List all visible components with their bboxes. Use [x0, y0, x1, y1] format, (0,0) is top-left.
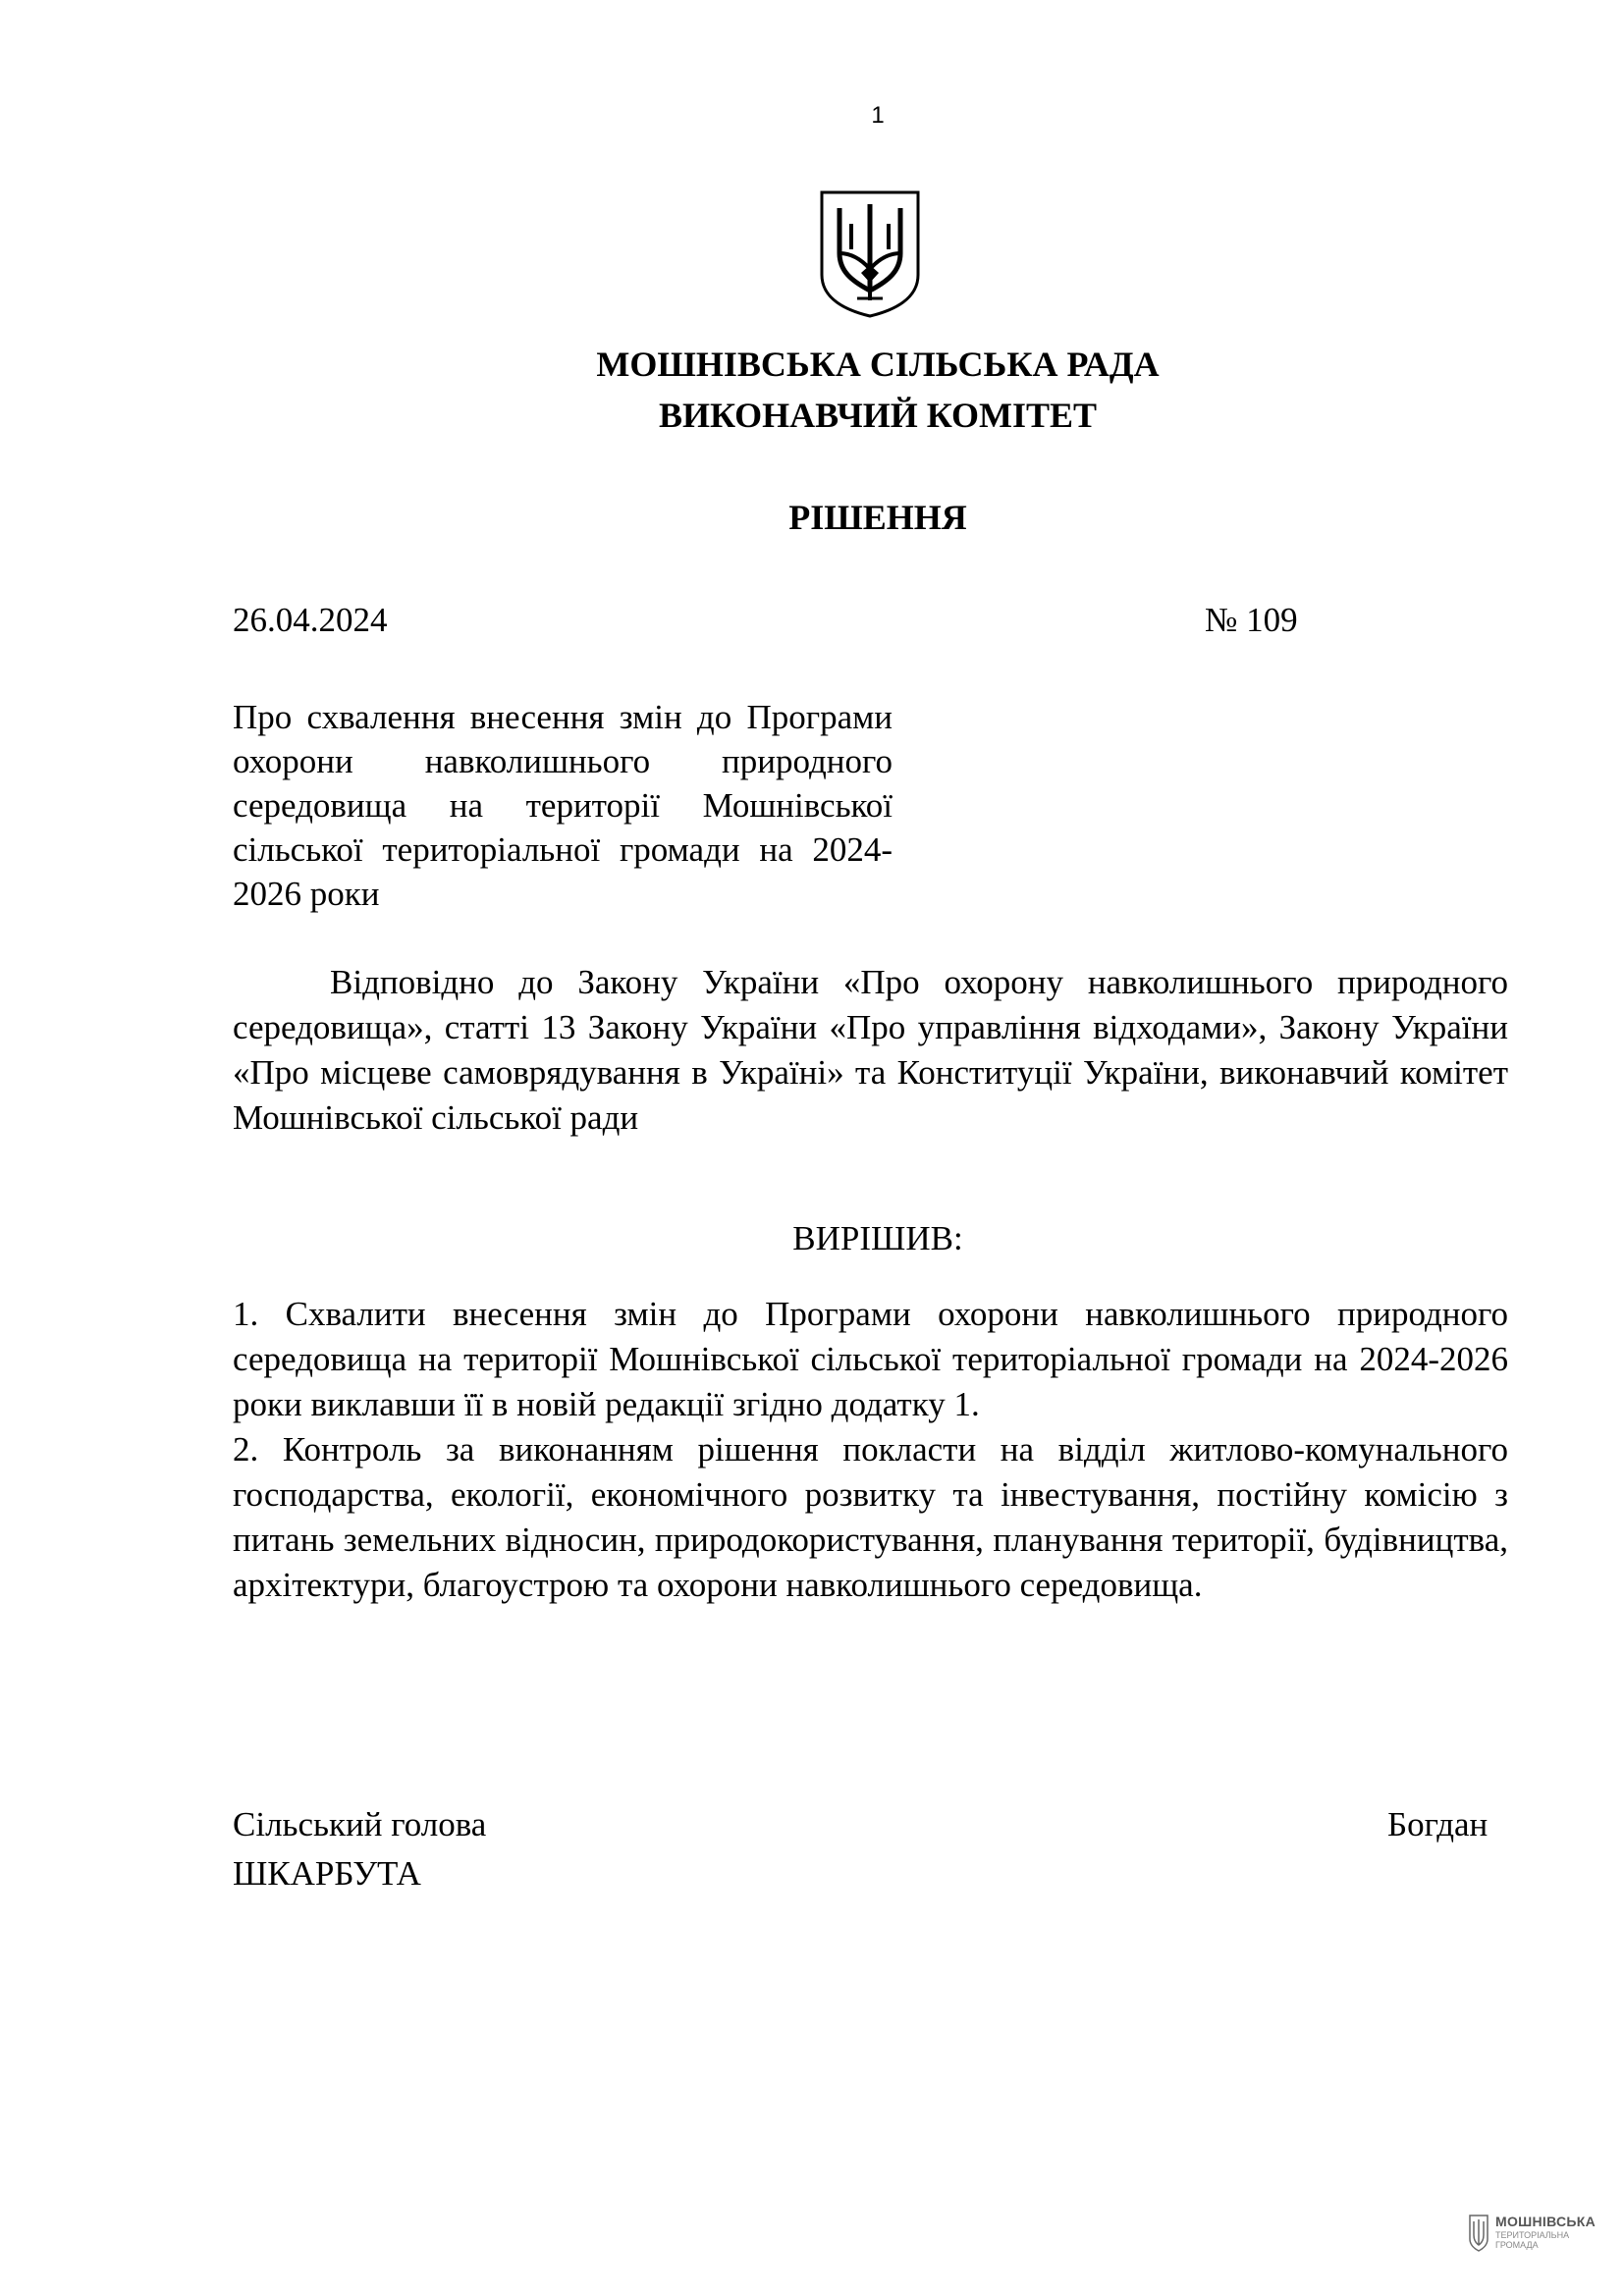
preamble-paragraph: Відповідно до Закону України «Про охорону навколишнього природного середовища», статті 13 Закону України «Про управління відходами», Закону України «Про місцеве самоврядування в Україні» та Конституції України, виконавчий комітет Мошнівської сільської ради — [233, 963, 1508, 1137]
resolved-heading: ВИРІШИВ: — [792, 1219, 963, 1257]
footer-trident-icon — [1468, 2214, 1489, 2253]
footer-logo-name: МОШНІВСЬКА — [1495, 2214, 1597, 2229]
resolution-items — [233, 1292, 1508, 1608]
page-number: 1 — [871, 102, 885, 129]
resolution-item-1: 1. Схвалити внесення змін до Програми охорони навколишнього природного середовища на території Мошнівської сільської територіальної громади на 2024-2026 роки виклавши її в новій редакції згідно додатку 1. — [233, 1295, 1508, 1423]
footer-logo — [1468, 2212, 1624, 2257]
signatory-first-name: Богдан — [1387, 1805, 1489, 1843]
signatory-position: Сільський голова — [233, 1805, 487, 1843]
footer-logo-subtitle: ТЕРИТОРІАЛЬНА ГРОМАДА — [1495, 2230, 1570, 2250]
document-subject: Про схвалення внесення змін до Програми охорони навколишнього природного середовища на території Мошнівської сільської територіальної громади на 2024-2026 роки — [233, 698, 893, 913]
organization-name: МОШНІВСЬКА СІЛЬСЬКА РАДА — [596, 345, 1160, 384]
document-date: 26.04.2024 — [233, 601, 388, 639]
signatory-last-name: ШКАРБУТА — [233, 1854, 421, 1893]
document-number: № 109 — [1205, 601, 1298, 639]
organization-committee: ВИКОНАВЧИЙ КОМІТЕТ — [658, 396, 1098, 435]
document-title: РІШЕННЯ — [788, 498, 967, 537]
coat-of-arms-icon — [818, 188, 922, 320]
resolution-item-2: 2. Контроль за виконанням рішення покласти на відділ житлово-комунального господарства, екології, економічного розвитку та інвестування, постійну комісію з питань земельних відносин, природокористування, планування території, будівництва, архітектури, благоустрою та охорони навколишнього середовища. — [233, 1430, 1508, 1604]
signature-block — [233, 1800, 486, 1898]
